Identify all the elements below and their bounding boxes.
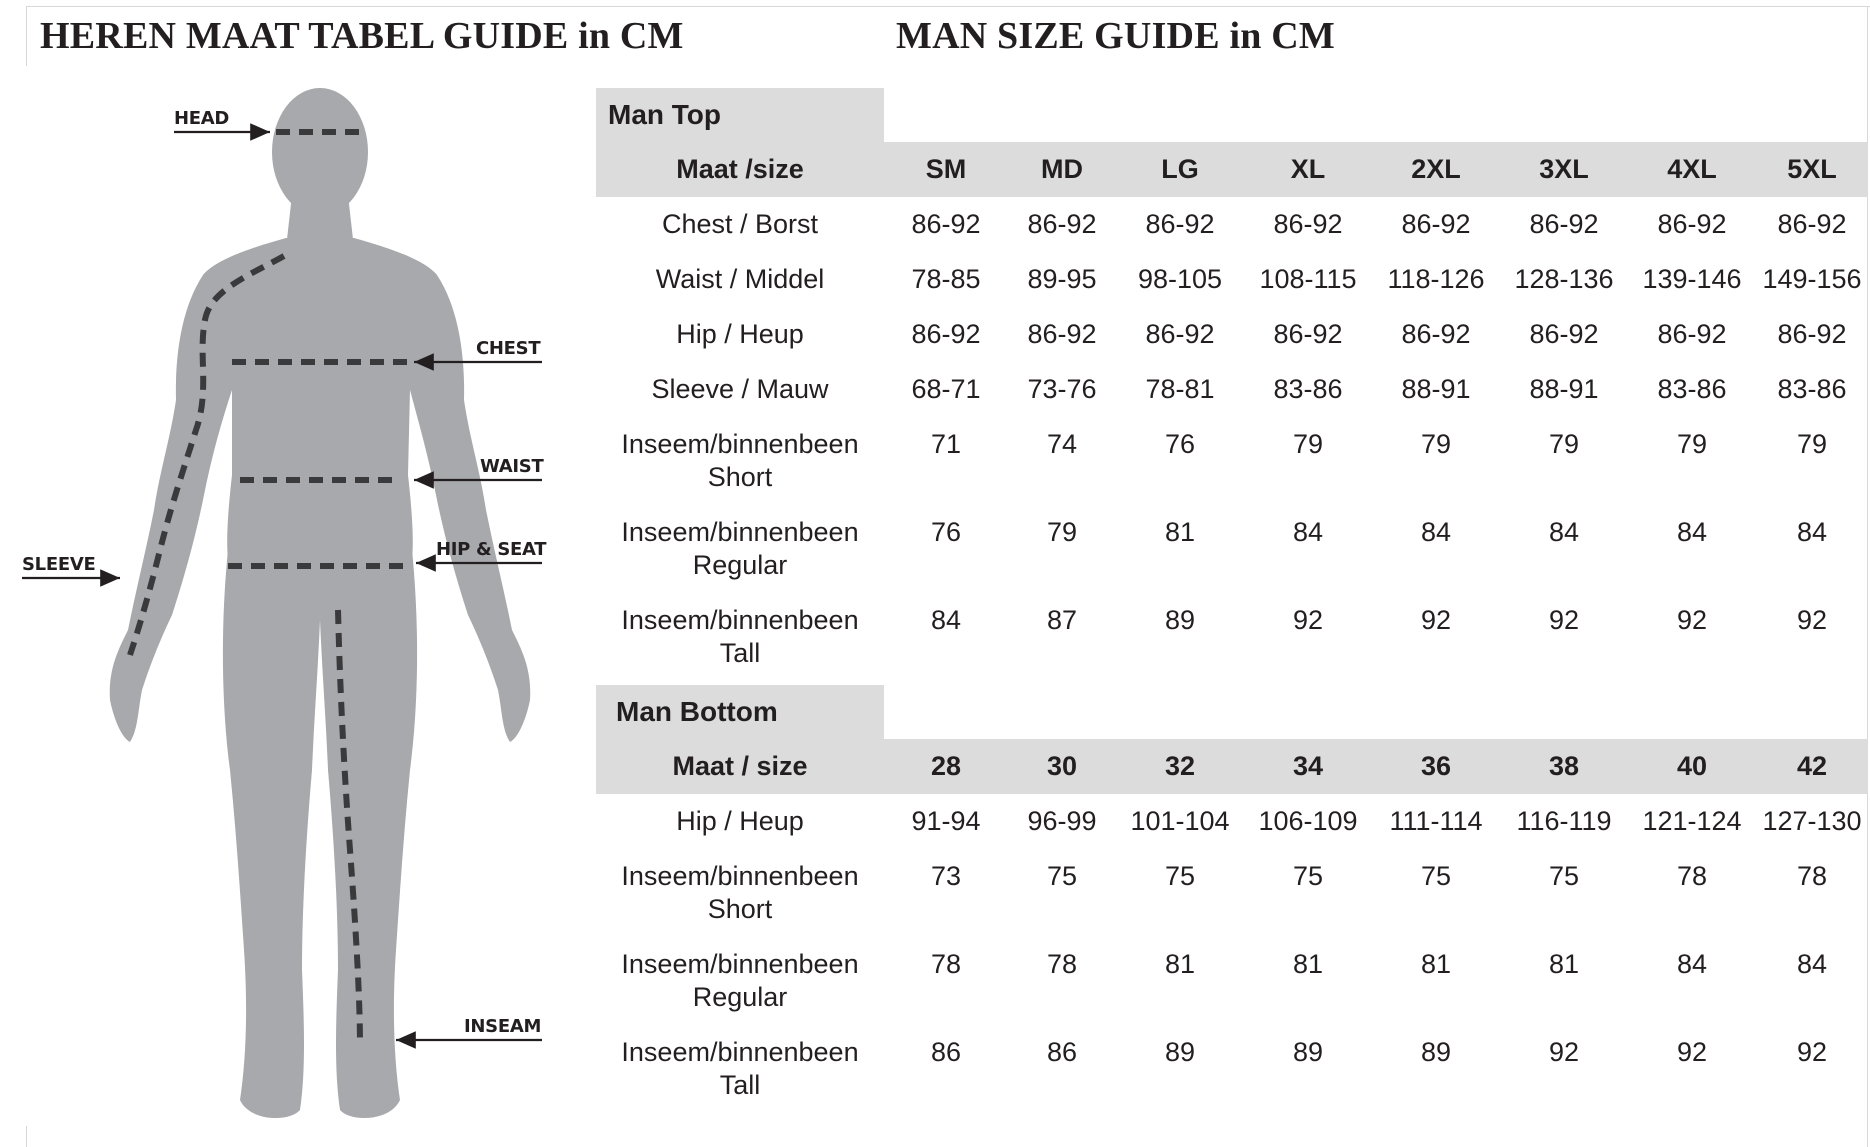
table-cell: 121-124 <box>1642 806 1742 836</box>
row-label: Inseem/binnenbeen <box>621 1037 859 1067</box>
table-cell: 106-109 <box>1258 806 1358 836</box>
table-cell: 89 <box>1420 1037 1452 1067</box>
table-cell: 74 <box>1046 429 1078 459</box>
row-label: Inseem/binnenbeen <box>621 605 859 635</box>
man-top-size-label: Maat /size <box>676 154 804 184</box>
table-cell: 86-92 <box>1657 209 1727 239</box>
table-cell: 81 <box>1164 517 1196 547</box>
top-size-col: 4XL <box>1667 154 1717 184</box>
table-cell: 86-92 <box>1145 319 1215 349</box>
bottom-size-col: 38 <box>1548 751 1580 781</box>
table-cell: 89 <box>1164 1037 1196 1067</box>
page-frame-left <box>26 6 27 66</box>
table-cell: 79 <box>1676 429 1708 459</box>
body-silhouette <box>110 88 531 1118</box>
table-cell: 68-71 <box>911 374 981 404</box>
table-cell: 84 <box>1676 949 1708 979</box>
top-size-col: MD <box>1041 154 1083 184</box>
bottom-size-col: 34 <box>1292 751 1324 781</box>
inseam-label: INSEAM <box>464 1016 542 1037</box>
table-cell: 92 <box>1796 605 1828 635</box>
bottom-size-col: 40 <box>1676 751 1708 781</box>
table-cell: 78 <box>1046 949 1078 979</box>
table-cell: 83-86 <box>1777 374 1847 404</box>
table-cell: 86-92 <box>911 319 981 349</box>
male-silhouette-illustration <box>0 70 592 1130</box>
table-cell: 88-91 <box>1529 374 1599 404</box>
table-cell: 86-92 <box>1273 319 1343 349</box>
table-cell: 79 <box>1796 429 1828 459</box>
table-cell: 108-115 <box>1259 264 1357 294</box>
table-cell: 78-81 <box>1145 374 1215 404</box>
table-cell: 86-92 <box>1401 319 1471 349</box>
table-cell: 75 <box>1046 861 1078 891</box>
body-measurement-figure <box>0 70 592 1130</box>
table-cell: 86-92 <box>1027 319 1097 349</box>
table-cell: 86-92 <box>1777 319 1847 349</box>
table-cell: 75 <box>1420 861 1452 891</box>
table-cell: 75 <box>1164 861 1196 891</box>
table-cell: 81 <box>1548 949 1580 979</box>
table-cell: 79 <box>1046 517 1078 547</box>
top-size-col: 5XL <box>1787 154 1837 184</box>
table-cell: 84 <box>1420 517 1452 547</box>
table-cell: 149-156 <box>1762 264 1862 294</box>
table-cell: 73 <box>930 861 962 891</box>
row-label: Sleeve / Mauw <box>651 374 829 404</box>
top-size-col: 3XL <box>1539 154 1589 184</box>
table-cell: 91-94 <box>911 806 981 836</box>
table-cell: 81 <box>1420 949 1452 979</box>
row-label: Inseem/binnenbeen <box>621 517 859 547</box>
man-bottom-title: Man Bottom <box>616 696 778 727</box>
bottom-size-col: 42 <box>1796 751 1828 781</box>
table-cell: 128-136 <box>1514 264 1614 294</box>
top-size-col: XL <box>1290 154 1326 184</box>
waist-label: WAIST <box>480 456 544 477</box>
table-cell: 79 <box>1420 429 1452 459</box>
table-cell: 89 <box>1292 1037 1324 1067</box>
table-cell: 78 <box>1676 861 1708 891</box>
page-title-english: MAN SIZE GUIDE in CM <box>896 15 1335 57</box>
table-cell: 92 <box>1548 1037 1580 1067</box>
table-cell: 86-92 <box>1777 209 1847 239</box>
row-label: Hip / Heup <box>676 806 804 836</box>
table-cell: 127-130 <box>1762 806 1862 836</box>
row-label-sub: Regular <box>692 550 788 580</box>
table-cell: 139-146 <box>1642 264 1742 294</box>
table-cell: 76 <box>930 517 962 547</box>
table-cell: 78 <box>1796 861 1828 891</box>
table-cell: 92 <box>1676 1037 1708 1067</box>
table-cell: 86-92 <box>1145 209 1215 239</box>
table-cell: 84 <box>930 605 962 635</box>
table-cell: 86-92 <box>911 209 981 239</box>
row-label: Hip / Heup <box>676 319 804 349</box>
table-cell: 111-114 <box>1389 806 1483 836</box>
table-cell: 87 <box>1046 605 1078 635</box>
table-cell: 92 <box>1420 605 1452 635</box>
table-cell: 86-92 <box>1273 209 1343 239</box>
row-label-sub: Regular <box>692 982 788 1012</box>
row-label-sub: Short <box>707 462 773 492</box>
table-cell: 75 <box>1292 861 1324 891</box>
bottom-size-col: 32 <box>1164 751 1196 781</box>
table-cell: 84 <box>1548 517 1580 547</box>
table-cell: 88-91 <box>1401 374 1471 404</box>
table-cell: 86-92 <box>1027 209 1097 239</box>
table-cell: 83-86 <box>1273 374 1343 404</box>
row-label: Waist / Middel <box>655 264 825 294</box>
man-bottom-size-label: Maat / size <box>672 751 808 781</box>
table-cell: 73-76 <box>1027 374 1097 404</box>
row-label-sub: Tall <box>719 1070 761 1100</box>
table-cell: 84 <box>1796 517 1828 547</box>
table-cell: 84 <box>1676 517 1708 547</box>
table-cell: 92 <box>1292 605 1324 635</box>
sleeve-label: SLEEVE <box>22 554 96 575</box>
table-cell: 96-99 <box>1027 806 1097 836</box>
top-size-col: LG <box>1161 154 1199 184</box>
table-cell: 89-95 <box>1027 264 1097 294</box>
table-cell: 86 <box>930 1037 962 1067</box>
table-cell: 84 <box>1796 949 1828 979</box>
bottom-size-col: 28 <box>930 751 962 781</box>
bottom-size-col: 30 <box>1046 751 1078 781</box>
page-frame-top <box>26 6 1870 7</box>
row-label: Chest / Borst <box>661 209 819 239</box>
head-label: HEAD <box>174 108 230 129</box>
table-cell: 78-85 <box>911 264 981 294</box>
row-label: Inseem/binnenbeen <box>621 861 859 891</box>
table-cell: 98-105 <box>1137 264 1223 294</box>
table-cell: 86-92 <box>1657 319 1727 349</box>
table-cell: 81 <box>1292 949 1324 979</box>
table-cell: 79 <box>1292 429 1324 459</box>
table-cell: 76 <box>1164 429 1196 459</box>
table-cell: 92 <box>1548 605 1580 635</box>
table-cell: 84 <box>1292 517 1324 547</box>
table-cell: 79 <box>1548 429 1580 459</box>
page-title-dutch: HEREN MAAT TABEL GUIDE in CM <box>40 15 684 57</box>
table-cell: 71 <box>930 429 962 459</box>
table-cell: 116-119 <box>1516 806 1612 836</box>
table-cell: 86-92 <box>1401 209 1471 239</box>
row-label: Inseem/binnenbeen <box>621 429 859 459</box>
table-cell: 81 <box>1164 949 1196 979</box>
table-cell: 86-92 <box>1529 209 1599 239</box>
table-cell: 92 <box>1796 1037 1828 1067</box>
man-top-title: Man Top <box>608 99 722 130</box>
row-label-sub: Tall <box>719 638 761 668</box>
row-label: Inseem/binnenbeen <box>621 949 859 979</box>
table-cell: 101-104 <box>1130 806 1230 836</box>
table-cell: 92 <box>1676 605 1708 635</box>
top-size-col: SM <box>925 154 967 184</box>
table-cell: 83-86 <box>1657 374 1727 404</box>
table-cell: 118-126 <box>1387 264 1485 294</box>
table-cell: 89 <box>1164 605 1196 635</box>
table-cell: 75 <box>1548 861 1580 891</box>
top-size-col: 2XL <box>1411 154 1461 184</box>
table-cell: 78 <box>930 949 962 979</box>
row-label-sub: Short <box>707 894 773 924</box>
table-cell: 86 <box>1046 1037 1078 1067</box>
bottom-size-col: 36 <box>1420 751 1452 781</box>
hip-seat-label: HIP & SEAT <box>436 539 547 560</box>
table-cell: 86-92 <box>1529 319 1599 349</box>
chest-label: CHEST <box>476 338 541 359</box>
